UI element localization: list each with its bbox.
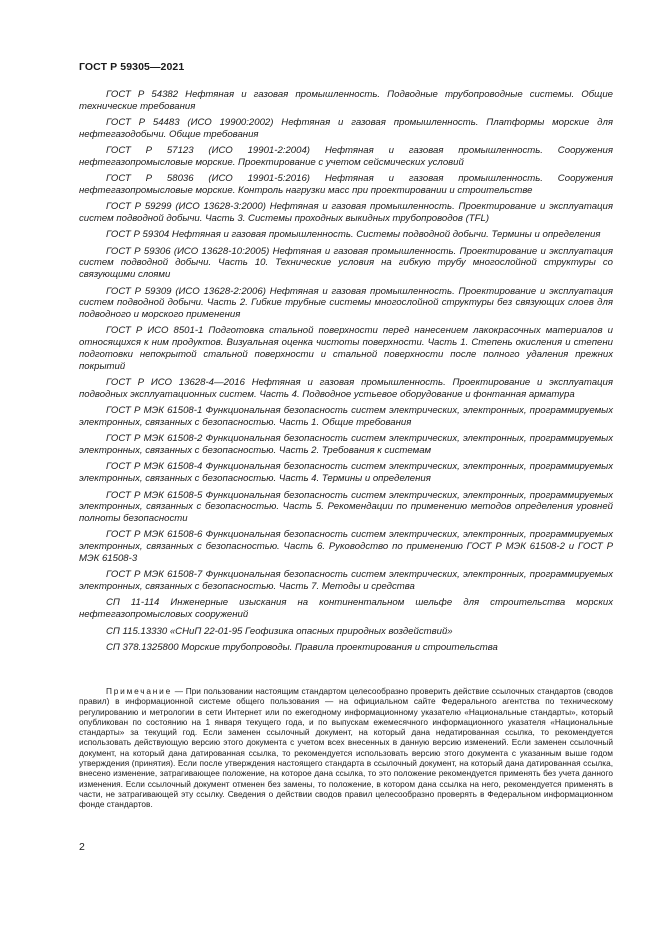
reference-item: ГОСТ Р МЭК 61508-2 Функциональная безопасность систем электрических, электронных, программируемых электронных, связанных с безопасностью. Часть 2. Требования к системам (79, 433, 613, 457)
note-paragraph (79, 686, 613, 810)
reference-item: ГОСТ Р 54382 Нефтяная и газовая промышленность. Подводные трубопроводные системы. Общие технические требования (79, 89, 613, 112)
reference-item: ГОСТ Р ИСО 13628-4—2016 Нефтяная и газовая промышленность. Проектирование и эксплуатация подводных эксплуатационных систем. Часть 4. Подводное устьевое оборудование и фонтанная арматура (79, 377, 613, 401)
reference-item: ГОСТ Р МЭК 61508-1 Функциональная безопасность систем электрических, электронных, программируемых электронных, связанных с безопасностью. Часть 1. Общие требования (79, 405, 613, 429)
reference-item: ГОСТ Р 59306 (ИСО 13628-10:2005) Нефтяная и газовая промышленность. Проектирование и эксплуатация систем подводной добычи. Часть 10. Технические условия на гибкую трубу многослойной структуры со связующими слоями (79, 245, 613, 281)
reference-item: СП 115.13330 «СНиП 22-01-95 Геофизика опасных природных воздействий» (106, 625, 453, 637)
note-text: — При пользовании настоящим стандартом целесообразно проверить действие ссылочных стандартов (сводов правил) в информационной системе общего пользования — на официальном сайте Федерального агентства по техническому регулированию и метрологии в сети Интернет или по ежегодному информационному указателю «Национальные стандарты», который опубликован по состоянию на 1 января текущего года, и по выпускам ежемесячного информационного указателя «Национальные стандарты» за текущий год. Если заменен ссылочный документ, на который дана недатированная ссылка, то рекомендуется использовать действующую версию этого документа с учетом всех внесенных в данную версию изменений. Если заменен ссылочный документ, на который дана датированная ссылка, то рекомендуется использовать версию этого документа с указанным выше годом утверждения (принятия). Если после утверждения настоящего стандарта в ссылочный документ, на который дана датированная ссылка, внесено изменение, затрагивающее положение, на которое дана ссылка, то это положение рекомендуется применять без учета данного изменения. Если ссылочный документ отменен без замены, то положение, в котором дана ссылка на него, рекомендуется применять в части, не затрагивающей эту ссылку. Сведения о действии сводов правил целесообразно проверять в Федеральном информационном фонде стандартов. (79, 686, 613, 810)
page-number: 2 (79, 841, 85, 853)
document-header: ГОСТ Р 59305—2021 (79, 61, 185, 73)
reference-item: ГОСТ Р 59309 (ИСО 13628-2:2006) Нефтяная и газовая промышленность. Проектирование и эксплуатация систем подводной добычи. Часть 2. Гибкие трубные системы многослойной структуры без связующих слоев для подводного и морского применения (79, 285, 613, 321)
reference-item: ГОСТ Р 54483 (ИСО 19900:2002) Нефтяная и газовая промышленность. Платформы морские для нефтегазодобычи. Общие требования (79, 117, 613, 140)
reference-item: ГОСТ Р ИСО 8501-1 Подготовка стальной поверхности перед нанесением лакокрасочных материалов и относящихся к ним продуктов. Визуальная оценка чистоты поверхности. Часть 1. Степень окисления и степени подготовки непокрытой стальной поверхности и стальной поверхности после полного удаления прежних покрытий (79, 325, 613, 372)
reference-item: ГОСТ Р 58036 (ИСО 19901-5:2016) Нефтяная и газовая промышленность. Сооружения нефтегазопромысловые морские. Контроль нагрузки масс при проектировании и строительстве (79, 173, 613, 197)
reference-item: СП 11-114 Инженерные изыскания на континентальном шельфе для строительства морских нефтегазопромысловых сооружений (79, 597, 613, 621)
reference-item: ГОСТ Р МЭК 61508-4 Функциональная безопасность систем электрических, электронных, программируемых электронных, связанных с безопасностью. Часть 4. Термины и определения (79, 461, 613, 485)
reference-item: ГОСТ Р 59304 Нефтяная и газовая промышленность. Системы подводной добычи. Термины и определения (106, 229, 601, 241)
note-label: Примечание (106, 686, 173, 696)
reference-item: ГОСТ Р 59299 (ИСО 13628-3:2000) Нефтяная и газовая промышленность. Проектирование и эксплуатация систем подводной добычи. Часть 3. Системы проходных выкидных трубопроводов (TFL) (79, 201, 613, 225)
reference-item: ГОСТ Р 57123 (ИСО 19901-2:2004) Нефтяная и газовая промышленность. Сооружения нефтегазопромысловые морские. Проектирование с учетом сейсмических условий (79, 145, 613, 168)
normative-references-list (79, 89, 613, 658)
reference-item: ГОСТ Р МЭК 61508-7 Функциональная безопасность систем электрических, электронных, программируемых электронных, связанных с безопасностью. Часть 7. Методы и средства (79, 569, 613, 593)
reference-item: ГОСТ Р МЭК 61508-5 Функциональная безопасность систем электрических, электронных, программируемых электронных, связанных с безопасностью. Часть 5. Рекомендации по применению методов определения уровней полноты безопасности (79, 489, 613, 525)
reference-item: СП 378.1325800 Морские трубопроводы. Правила проектирования и строительства (106, 641, 498, 653)
reference-item: ГОСТ Р МЭК 61508-6 Функциональная безопасность систем электрических, электронных, программируемых электронных, связанных с безопасностью. Часть 6. Руководство по применению ГОСТ Р МЭК 61508-2 и ГОСТ Р МЭК 61508-3 (79, 529, 613, 565)
